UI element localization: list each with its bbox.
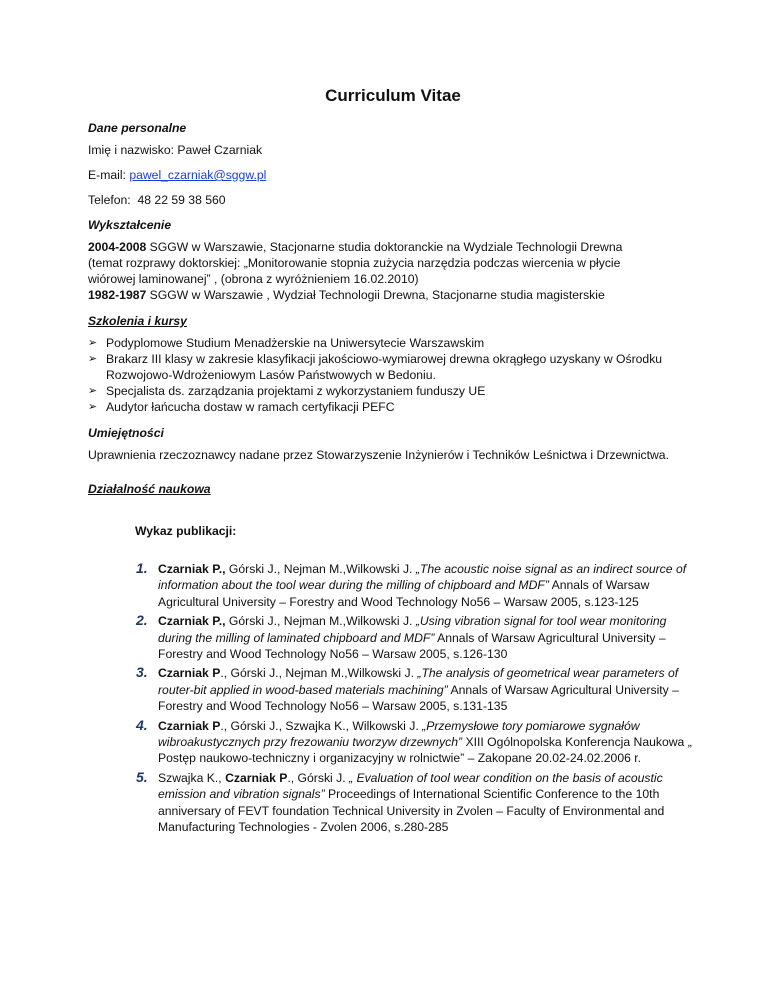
- arrow-bullet-icon: ➢: [88, 337, 98, 349]
- publication-number: 1.: [136, 560, 148, 576]
- edu-years: 2004-2008: [88, 240, 147, 254]
- edu-text: SGGW w Warszawie, Stacjonarne studia doktoranckie na Wydziale Technologii Drewna: [146, 240, 623, 254]
- personal-heading: Dane personalne: [88, 121, 187, 135]
- courses-heading: Szkolenia i kursy: [88, 314, 187, 328]
- arrow-bullet-icon: ➢: [88, 385, 98, 397]
- publication-item: 1. Czarniak P., Górski J., Nejman M.,Wilkowski J. „The acoustic noise signal as an indirect source of information about the tool wear during the milling of chipboard and MDF” Annals of Warsaw Agricultural University – Forestry and Wood Technology No56 – Warsaw 2005, s.123-125: [136, 560, 687, 609]
- publications-list: [88, 561, 698, 836]
- list-item: ➢ Podyplomowe Studium Menadżerskie na Uniwersytecie Warszawskim: [88, 336, 485, 350]
- skills-heading: Umiejętności: [88, 426, 164, 440]
- edu-text: (temat rozprawy doktorskiej: „Monitorowanie stopnia zużycia narzędzia podczas wiercenia w płycie: [88, 256, 621, 270]
- research-section: [88, 481, 698, 836]
- arrow-bullet-icon: ➢: [88, 353, 98, 365]
- publication-number: 4.: [136, 716, 148, 733]
- publication-number: 3.: [136, 664, 148, 681]
- personal-section: [88, 120, 698, 208]
- publication-item: 5. Szwajka K., Czarniak P., Górski J. „ Evaluation of tool wear condition on the basis of acoustic emission and vibration signals” Proceedings of International Scientific Conference to the 10th anniversary of FEVT foundation Technical University in Zvolen – Faculty of Environmental and Manufacturing Technologies - Zvolen 2006, s.280-285: [136, 768, 665, 835]
- publication-item: 2. Czarniak P., Górski J., Nejman M.,Wilkowski J. „Using vibration signal for tool wear monitoring during the milling of laminated chipboard and MDF” Annals of Warsaw Agricultural University – Forestry and Wood Technology No56 – Warsaw 2005, s.126-130: [136, 612, 667, 662]
- email-link[interactable]: pawel_czarniak@sggw.pl: [129, 168, 267, 182]
- edu-text: SGGW w Warszawie , Wydział Technologii Drewna, Stacjonarne studia magisterskie: [146, 288, 605, 302]
- education-entry: [88, 287, 698, 303]
- publication-number: 5.: [136, 768, 148, 785]
- education-entry: [88, 239, 698, 287]
- education-heading: Wykształcenie: [88, 218, 172, 232]
- list-item: ➢ Specjalista ds. zarządzania projektami z wykorzystaniem funduszy UE: [88, 384, 486, 398]
- name-value: Paweł Czarniak: [177, 143, 263, 157]
- skills-section: [88, 425, 698, 463]
- research-heading: Działalność naukowa: [88, 482, 211, 496]
- courses-section: [88, 313, 698, 415]
- email-line: [88, 167, 698, 183]
- edu-years: 1982-1987: [88, 288, 147, 302]
- name-line: [88, 142, 698, 158]
- publication-item: 4. Czarniak P., Górski J., Szwajka K., Wilkowski J. „Przemysłowe tory pomiarowe sygnałów wibroakustycznych przy frezowaniu tworzyw drzewnych” XIII Ogólnopolska Konferencja Naukowa „ Postęp naukowo-techniczny i organizacyjny w rolnictwie” – Zakopane 20.02-24.02.2006 r.: [136, 716, 692, 766]
- phone-value: 48 22 59 38 560: [137, 193, 226, 207]
- name-label: Imię i nazwisko:: [88, 143, 175, 157]
- phone-line: [88, 192, 698, 208]
- skills-text: Uprawnienia rzeczoznawcy nadane przez Stowarzyszenie Inżynierów i Techników Leśnictwa i Drzewnictwa.: [88, 448, 669, 462]
- courses-list: [88, 335, 698, 415]
- page-title: Curriculum Vitae: [325, 86, 461, 105]
- publications-heading: Wykaz publikacji:: [135, 524, 237, 538]
- arrow-bullet-icon: ➢: [88, 401, 98, 413]
- publication-number: 2.: [136, 612, 148, 629]
- phone-label: Telefon:: [88, 193, 131, 207]
- list-item: ➢ Audytor łańcucha dostaw w ramach certyfikacji PEFC: [88, 400, 395, 414]
- edu-text: wiórowej laminowanej” , (obrona z wyróżnieniem 16.02.2010): [88, 272, 419, 286]
- list-item: ➢ Brakarz III klasy w zakresie klasyfikacji jakościowo-wymiarowej drewna okrągłego uzyskany w Ośrodku Rozwojowo-Wdrożeniowym Lasów Państwowych w Bedoniu.: [88, 352, 663, 382]
- education-section: [88, 217, 698, 303]
- email-label: E-mail:: [88, 168, 126, 182]
- publication-item: 3. Czarniak P., Górski J., Nejman M.,Wilkowski J. „The analysis of geometrical wear parameters of router-bit applied in wood-based materials machining” Annals of Warsaw Agricultural University – Forestry and Wood Technology No56 – Warsaw 2005, s.131-135: [136, 664, 679, 714]
